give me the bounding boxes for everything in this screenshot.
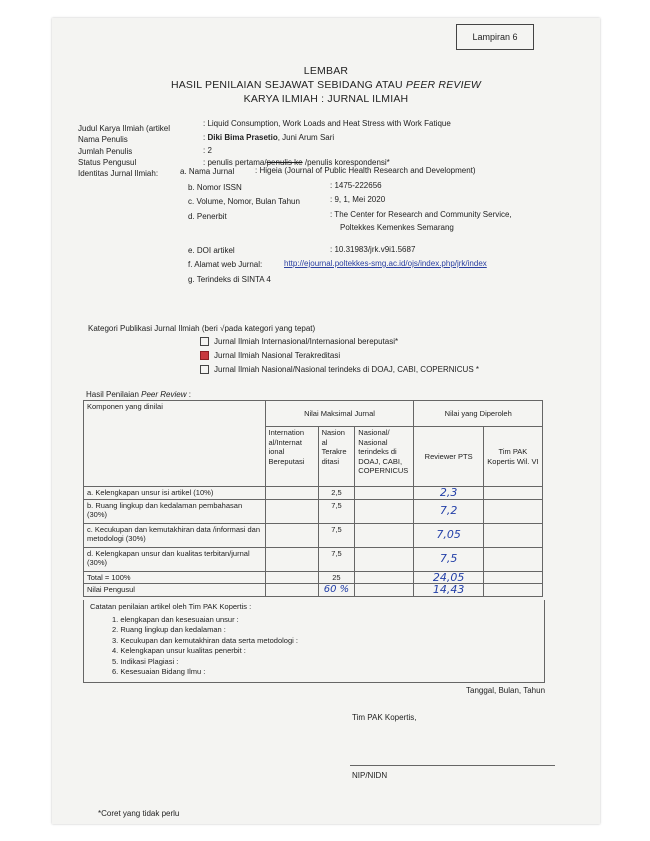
table-row-pengusul xyxy=(84,584,543,597)
title-line-3: KARYA ILMIAH : JURNAL ILMIAH xyxy=(243,93,409,105)
lampiran-box: Lampiran 6 xyxy=(456,24,534,50)
doi-value: : 10.31983/jrk.v9i1.5687 xyxy=(330,245,416,254)
row-komponen: c. Kecukupan dan kemutakhiran data /informasi dan metodologi (30%) xyxy=(84,523,266,547)
catatan-item: 3. Kecukupan dan kemutakhiran data serta metodologi : xyxy=(112,635,298,645)
table-row xyxy=(84,523,543,547)
catatan-box xyxy=(83,600,545,683)
volume-value: : 9, 1, Mei 2020 xyxy=(330,195,386,204)
penerbit-value-1: : The Center for Research and Community Service, xyxy=(330,210,512,219)
document-title xyxy=(52,64,600,106)
status-value: : penulis pertama/penulis ke /penulis korespondensi* xyxy=(203,158,390,167)
row-nasional-value: 2,5 xyxy=(318,487,355,500)
row-reviewer-score: 2,3 xyxy=(414,487,483,500)
signature-line xyxy=(350,765,555,766)
jumlah-label: Jumlah Penulis xyxy=(78,147,133,156)
table-row xyxy=(84,547,543,571)
volume-label: c. Volume, Nomor, Bulan Tahun xyxy=(188,197,300,206)
checkbox-checked-icon[interactable] xyxy=(200,351,209,360)
checkbox-icon[interactable] xyxy=(200,337,209,346)
nama-jurnal-label: a. Nama Jurnal xyxy=(180,167,235,176)
penulis-value: : Diki Bima Prasetio, Juni Arum Sari xyxy=(203,133,335,142)
status-label: Status Pengusul xyxy=(78,158,137,167)
row-reviewer-score: 7,2 xyxy=(414,499,483,523)
judul-label: Judul Karya Ilmiah (artikel xyxy=(78,124,171,133)
pengusul-reviewer: 14,43 xyxy=(414,584,483,597)
tanggal-label: Tanggal, Bulan, Tahun xyxy=(466,686,546,695)
issn-label: b. Nomor ISSN xyxy=(188,183,242,192)
catatan-item: 5. Indikasi Plagiasi : xyxy=(112,656,179,666)
kategori-option-intl[interactable]: Jurnal Ilmiah Internasional/Internasional bereputasi* xyxy=(200,336,398,347)
row-reviewer-score: 7,05 xyxy=(414,523,483,547)
header-nasional-terindeks: Nasional/ Nasional terindeks di DOAJ, CABI, COPERNICUS xyxy=(355,427,414,487)
header-komponen: Komponen yang dinilai xyxy=(84,401,266,487)
kategori-title: Kategori Publikasi Jurnal Ilmiah (beri √pada kategori yang tepat) xyxy=(88,324,316,333)
row-komponen: d. Kelengkapan unsur dan kualitas terbitan/jurnal (30%) xyxy=(84,547,266,571)
penerbit-label: d. Penerbit xyxy=(188,212,227,221)
catatan-item: 1. elengkapan dan kesesuaian unsur : xyxy=(112,614,239,624)
judul-value: : Liquid Consumption, Work Loads and Heat Stress with Work Fatique xyxy=(203,119,451,128)
row-nasional-value: 7,5 xyxy=(318,547,355,571)
hasil-title: Hasil Penilaian Peer Review : xyxy=(86,390,191,399)
doi-label: e. DOI artikel xyxy=(188,246,235,255)
catatan-item: 6. Kesesuaian Bidang Ilmu : xyxy=(112,667,206,676)
header-tim-pak: Tim PAK Kopertis Wil. VI xyxy=(483,427,542,487)
catatan-item: 4. Kelengkapan unsur kualitas penerbit : xyxy=(112,646,246,655)
row-nasional-value: 7,5 xyxy=(318,523,355,547)
catatan-item: 2. Ruang lingkup dan kedalaman : xyxy=(112,625,226,634)
tim-pak-label: Tim PAK Kopertis, xyxy=(352,713,417,722)
kategori-option-terindeks[interactable]: Jurnal Ilmiah Nasional/Nasional terindeks di DOAJ, CABI, COPERNICUS * xyxy=(200,364,479,375)
identitas-label: Identitas Jurnal Ilmiah: xyxy=(78,169,159,178)
sinta-label: g. Terindeks di SINTA 4 xyxy=(188,275,271,284)
row-komponen: b. Ruang lingkup dan kedalaman pembahasan (30%) xyxy=(84,499,266,523)
table-row xyxy=(84,487,543,500)
catatan-title: Catatan penilaian artikel oleh Tim PAK Kopertis : xyxy=(90,602,252,611)
table-row xyxy=(84,499,543,523)
row-nasional-value: 7,5 xyxy=(318,499,355,523)
evaluation-table xyxy=(83,400,543,597)
total-nasional: 25 xyxy=(318,571,355,584)
title-line-1: LEMBAR xyxy=(303,65,349,77)
title-line-2: HASIL PENILAIAN SEJAWAT SEBIDANG ATAU PEER REVIEW xyxy=(170,79,482,91)
nama-jurnal-value: : Higeia (Journal of Public Health Research and Development) xyxy=(255,166,476,175)
header-nilai-diperoleh: Nilai yang Diperoleh xyxy=(414,401,543,427)
footnote: *Coret yang tidak perlu xyxy=(98,809,180,818)
web-label: f. Alamat web Jurnal: xyxy=(188,260,263,269)
issn-value: : 1475-222656 xyxy=(330,181,382,190)
header-nasional: Nasion al Terakre ditasi xyxy=(318,427,355,487)
checkbox-icon[interactable] xyxy=(200,365,209,374)
penerbit-value-2: Poltekkes Kemenkes Semarang xyxy=(340,223,454,232)
total-label: Total = 100% xyxy=(84,571,266,584)
jumlah-value: : 2 xyxy=(203,146,212,155)
header-internasional: Internation al/Internat ional Bereputasi xyxy=(265,427,318,487)
total-reviewer: 24,05 xyxy=(414,571,483,584)
row-komponen: a. Kelengkapan unsur isi artikel (10%) xyxy=(84,487,266,500)
pengusul-nasional: 60 % xyxy=(318,584,355,597)
penulis-label: Nama Penulis xyxy=(78,135,128,144)
table-row-total xyxy=(84,571,543,584)
header-reviewer: Reviewer PTS xyxy=(414,427,483,487)
journal-web-link[interactable]: http://ejournal.poltekkes-smg.ac.id/ojs/index.php/jrk/index xyxy=(284,259,487,268)
nip-label: NIP/NIDN xyxy=(352,771,388,780)
row-reviewer-score: 7,5 xyxy=(414,547,483,571)
header-nilai-maksimal: Nilai Maksimal Jurnal xyxy=(265,401,414,427)
kategori-option-nasional[interactable]: Jurnal Ilmiah Nasional Terakreditasi xyxy=(200,350,340,361)
pengusul-label: Nilai Pengusul xyxy=(84,584,266,597)
